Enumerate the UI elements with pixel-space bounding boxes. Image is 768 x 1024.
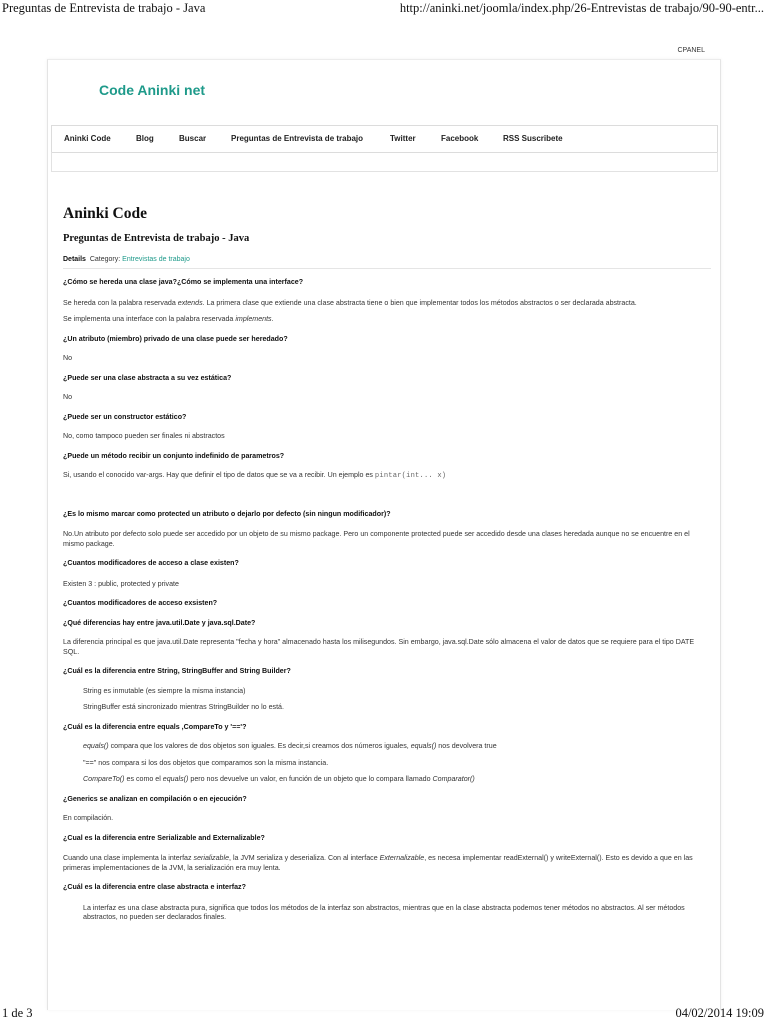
sub-menu-bar	[51, 152, 718, 172]
menu-item-aninki-code[interactable]: Aninki Code	[64, 134, 111, 143]
question-7: ¿Cuantos modificadores de acceso a clase existen?	[63, 559, 239, 567]
answer-9: La diferencia principal es que java.util.Date representa "fecha y hora" almacenado hasta los milisegundos. Sin embargo, java.sql.Date sólo almacena el valor de datos que se requiere para el tipo DATE SQL.	[63, 638, 695, 656]
question-11: ¿Cuál es la diferencia entre equals ,CompareTo y '=='?	[63, 722, 247, 731]
page-heading: Aninki Code	[63, 205, 147, 222]
question-5: ¿Puede un método recibir un conjunto indefinido de parametros?	[63, 451, 285, 460]
print-header-title: Preguntas de Entrevista de trabajo - Java	[2, 1, 206, 15]
answer-10a: String es inmutable (es siempre la misma instancia)	[83, 686, 246, 695]
question-6: ¿Es lo mismo marcar como protected un atributo o dejarlo por defecto (sin ningun modificador)?	[63, 509, 391, 518]
menu-item-twitter[interactable]: Twitter	[390, 134, 416, 143]
details-label: Details	[63, 256, 86, 263]
article-body	[63, 278, 711, 923]
answer-5: Si, usando el conocido var-args. Hay que definir el tipo de datos que se va a recibir. Un ejemplo es pintar(int... x)	[63, 471, 447, 480]
question-8: ¿Cuantos modificadores de acceso exsisten?	[63, 599, 218, 607]
answer-13: Cuando una clase implementa la interfaz serializable, la JVM serializa y deserializa. Con al interface Externalizable, es necesa implementar readExternal() y writeExternal(). Esto es devido a que en las primeras implementaciones de la JVM, la serialización era muy lenta.	[63, 854, 693, 872]
question-13: ¿Cual es la diferencia entre Serializable and Externalizable?	[63, 833, 265, 842]
menu-item-buscar[interactable]: Buscar	[179, 134, 207, 143]
question-1: ¿Cómo se hereda una clase java?¿Cómo se implementa una interface?	[63, 278, 304, 286]
print-footer-page: 1 de 3	[2, 1006, 33, 1020]
menu-item-preguntas[interactable]: Preguntas de Entrevista de trabajo	[231, 134, 364, 143]
category-label: Category:	[89, 256, 121, 263]
answer-11a: equals() compara que los valores de dos objetos son iguales. Es decir,si creamos dos números iguales, equals() nos devolvera true	[83, 742, 497, 750]
question-3: ¿Puede ser una clase abstracta a su vez estática?	[63, 373, 232, 382]
answer-2: No	[63, 354, 73, 362]
article-details	[63, 256, 711, 269]
main-content	[63, 205, 711, 923]
print-footer-datetime: 04/02/2014 19:09	[675, 1006, 764, 1020]
answer-10b: StringBuffer está sincronizado mientras StringBuilder no lo está.	[83, 703, 284, 711]
question-4: ¿Puede ser un constructor estático?	[63, 412, 187, 421]
question-14: ¿Cuál es la diferencia entre clase abstracta e interfaz?	[63, 883, 246, 891]
answer-4: No, como tampoco pueden ser finales ni abstractos	[63, 432, 225, 440]
question-9: ¿Qué diferencias hay entre java.util.Date y java.sql.Date?	[63, 618, 256, 627]
answer-11c: CompareTo() es como el equals() pero nos devuelve un valor, en función de un objeto que lo compara llamado Comparator()	[83, 775, 475, 783]
main-menu	[51, 125, 718, 153]
answer-14: La interfaz es una clase abstracta pura, significa que todos los métodos de la interfaz son abstractos, mientras que en la clase abstracta podemos tener métodos no abstractos. Al ser métodos abstractos, no pueden ser declarados finales.	[83, 903, 685, 921]
print-header	[0, 0, 768, 18]
answer-1a: Se hereda con la palabra reservada extends. La primera clase que extiende una clase abstracta tiene o bien que implementar todos los métodos abstractos o ser declarada abstracta.	[63, 298, 637, 307]
site-title[interactable]: Code Aninki net	[99, 82, 206, 98]
answer-3: No	[63, 393, 73, 401]
menu-item-blog[interactable]: Blog	[136, 134, 154, 143]
answer-1b: Se implementa una interface con la palabra reservada implements.	[63, 315, 274, 323]
menu-item-rss[interactable]: RSS Suscribete	[503, 134, 563, 143]
article-title[interactable]: Preguntas de Entrevista de trabajo - Java	[63, 233, 250, 244]
question-10: ¿Cuál es la diferencia entre String, StringBuffer and String Builder?	[63, 667, 291, 675]
question-12: ¿Generics se analizan en compilación o en ejecución?	[63, 794, 247, 803]
question-2: ¿Un atributo (miembro) privado de una clase puede ser heredado?	[63, 334, 288, 343]
print-header-url: http://aninki.net/joomla/index.php/26-Entrevistas de trabajo/90-90-entr...	[399, 1, 764, 15]
print-footer	[0, 1004, 768, 1024]
category-link[interactable]: Entrevistas de trabajo	[122, 256, 190, 263]
cpanel-link[interactable]: CPANEL	[677, 47, 705, 54]
answer-7: Existen 3 : public, protected y private	[63, 579, 179, 588]
answer-11b: "==" nos compara si los dos objetos que comparamos son la misma instancia.	[83, 758, 329, 767]
menu-item-facebook[interactable]: Facebook	[441, 134, 479, 143]
answer-6: No.Un atributo por defecto solo puede ser accedido por un objeto de su mismo package. Pero un componente protected puede ser accedido desde una clases heredada aunque no se encuentre en el mismo package.	[63, 530, 690, 548]
code-snippet: pintar(int... x)	[374, 472, 447, 480]
answer-12: En compilación.	[63, 814, 114, 822]
